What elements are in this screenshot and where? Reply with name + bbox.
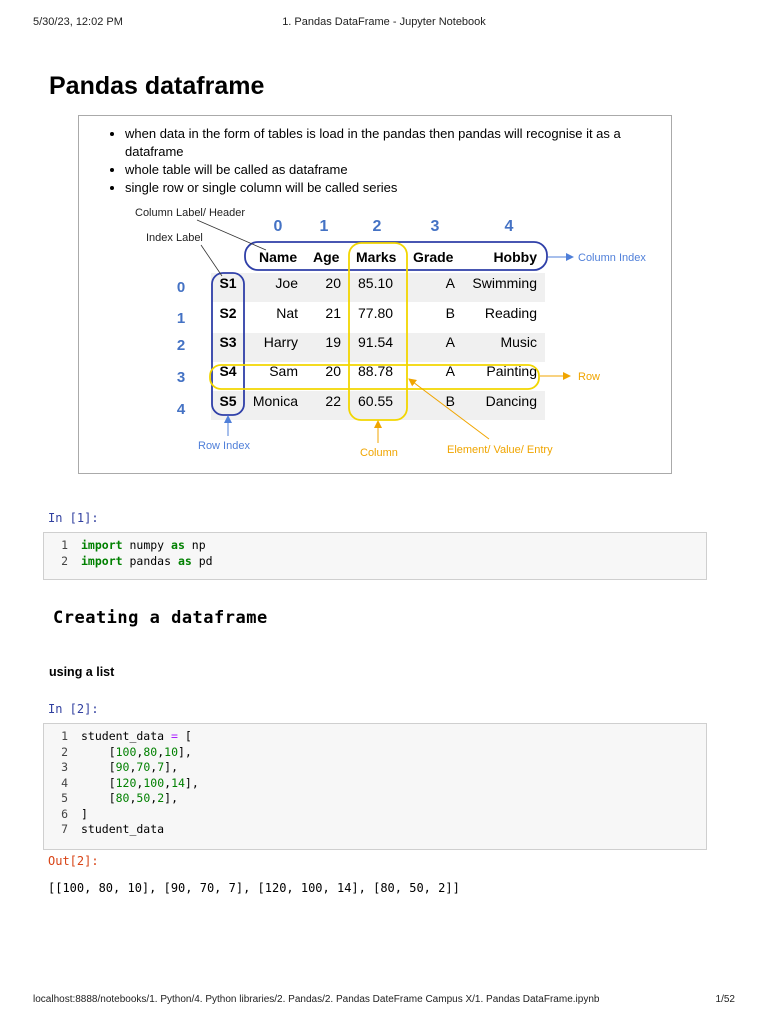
code-token: ],	[164, 791, 179, 805]
table-cell: 85.10	[358, 275, 394, 291]
column-position-number: 4	[504, 218, 514, 235]
row-index-label: S3	[219, 334, 237, 350]
code-token: ,	[164, 775, 172, 790]
column-position-number: 3	[430, 218, 440, 235]
keyword: as	[177, 553, 192, 568]
number-literal: 100	[115, 744, 137, 759]
row-index-label: S4	[219, 363, 237, 379]
column-header: Marks	[356, 249, 397, 265]
number-literal: 70	[136, 760, 151, 774]
cell-1-prompt: In [1]:	[48, 511, 99, 525]
table-cell: B	[445, 393, 455, 409]
print-url: localhost:8888/notebooks/1. Python/4. Python libraries/2. Pandas/2. Pandas DateFrame Campus X/1. Pandas DataFrame.ipynb	[33, 994, 600, 1005]
table-cell: A	[445, 334, 455, 350]
code-token: [	[81, 744, 116, 759]
number-literal: 14	[171, 775, 185, 790]
row-index-label: Row Index	[198, 440, 250, 452]
line-number: 4	[61, 775, 68, 790]
column-header: Name	[259, 249, 298, 265]
bullet-item: • when data in the form of tables is load in the pandas then pandas will recognise it as a dataframe	[125, 125, 665, 161]
code-token: ],	[164, 760, 179, 774]
code-line	[44, 729, 706, 745]
column-header: Grade	[413, 249, 454, 265]
row-position-number: 0	[176, 279, 186, 296]
code-token: ,	[129, 791, 137, 805]
operator: =	[164, 729, 185, 743]
section-subheading: using a list	[49, 665, 115, 679]
variable: student_data	[81, 729, 165, 743]
element-label: Element/ Value/ Entry	[447, 444, 553, 456]
code-token: ],	[184, 775, 199, 790]
number-literal: 7	[157, 760, 165, 774]
output-2-text: [[100, 80, 10], [90, 70, 7], [120, 100, 14], [80, 50, 2]]	[48, 881, 460, 895]
table-cell: 20	[325, 275, 341, 291]
number-literal: 120	[115, 775, 137, 790]
section-heading: Creating a dataframe	[53, 608, 268, 628]
code-token: ,	[150, 760, 158, 774]
row-position-number: 2	[176, 337, 186, 354]
code-token: ],	[178, 744, 192, 759]
table-cell: 19	[325, 334, 341, 350]
table-cell: Dancing	[485, 393, 537, 409]
table-cell: 88.78	[358, 363, 394, 379]
code-token: ,	[157, 744, 165, 759]
line-number: 2	[61, 553, 68, 568]
table-cell: A	[445, 363, 455, 379]
code-line	[44, 776, 706, 792]
line-number: 3	[61, 760, 68, 774]
code-line	[44, 760, 706, 776]
code-token: [	[184, 729, 192, 743]
code-token: ]	[81, 806, 88, 821]
print-datetime: 5/30/23, 12:02 PM	[33, 16, 123, 28]
code-token: ,	[136, 744, 144, 759]
keyword: as	[171, 538, 185, 552]
table-cell: Painting	[486, 363, 537, 379]
table-cell: Monica	[252, 393, 298, 409]
table-cell: Reading	[484, 305, 537, 321]
index-label-pointer	[201, 245, 222, 276]
code-token: ,	[150, 791, 158, 805]
line-number: 1	[61, 538, 68, 552]
number-literal: 2	[157, 791, 165, 805]
number-literal: 90	[115, 760, 130, 774]
keyword: import	[81, 553, 123, 568]
line-number: 7	[61, 822, 68, 836]
code-cell-2[interactable]	[43, 723, 707, 850]
row-index-label: S1	[219, 275, 237, 291]
table-cell: A	[445, 275, 455, 291]
print-doc-title: 1. Pandas DataFrame - Jupyter Notebook	[282, 16, 486, 28]
keyword: import	[81, 538, 123, 552]
bullet-item: • whole table will be called as dataframe	[125, 161, 665, 179]
bullet-item: • single row or single column will be called series	[125, 179, 665, 197]
column-header-pointer	[197, 220, 266, 250]
code-line	[44, 745, 706, 761]
table-cell: 21	[325, 305, 341, 321]
line-number: 1	[61, 729, 68, 743]
table-cell: 20	[325, 363, 341, 379]
code-token: numpy	[122, 538, 172, 552]
code-token: [	[81, 760, 116, 774]
row-position-number: 1	[176, 310, 186, 327]
code-line	[44, 807, 706, 823]
print-page-number: 1/52	[715, 994, 735, 1005]
output-2-prompt: Out[2]:	[48, 854, 99, 868]
column-position-number: 0	[273, 218, 283, 235]
code-token: pd	[191, 553, 213, 568]
table-cell: Harry	[263, 334, 298, 350]
code-line	[44, 554, 706, 570]
index-label-label: Index Label	[146, 232, 203, 244]
code-token: ,	[136, 775, 144, 790]
code-cell-1[interactable]	[43, 532, 707, 580]
table-cell: 60.55	[358, 393, 394, 409]
code-token: np	[184, 538, 206, 552]
variable: student_data	[81, 822, 165, 836]
code-line	[44, 791, 706, 807]
code-token: ,	[129, 760, 137, 774]
row-index-label: S2	[219, 305, 237, 321]
number-literal: 80	[115, 791, 130, 805]
page-title: Pandas dataframe	[49, 72, 265, 100]
code-line	[44, 822, 706, 838]
column-index-label: Column Index	[578, 252, 646, 264]
row-index-label: S5	[219, 393, 237, 409]
code-token: [	[81, 775, 116, 790]
column-header: Hobby	[493, 249, 537, 265]
number-literal: 80	[143, 744, 158, 759]
dataframe-figure	[78, 115, 672, 474]
table-cell: 91.54	[358, 334, 394, 350]
table-cell: 22	[325, 393, 341, 409]
code-token: [	[81, 791, 116, 805]
table-cell: B	[445, 305, 455, 321]
table-cell: Music	[500, 334, 537, 350]
row-position-number: 4	[176, 401, 186, 418]
table-cell: Swimming	[472, 275, 537, 291]
number-literal: 50	[136, 791, 151, 805]
dataframe-diagram	[79, 116, 671, 473]
table-cell: Sam	[269, 363, 298, 379]
code-line	[44, 538, 706, 554]
column-label: Column	[360, 447, 398, 459]
line-number: 2	[61, 744, 68, 759]
code-token: pandas	[122, 553, 178, 568]
row-label: Row	[578, 371, 601, 383]
number-literal: 100	[143, 775, 165, 790]
column-position-number: 2	[372, 218, 382, 235]
row-position-number: 3	[176, 369, 186, 386]
column-header: Age	[313, 249, 340, 265]
table-cell: Nat	[276, 305, 298, 321]
column-header-label: Column Label/ Header	[135, 207, 246, 219]
line-number: 5	[61, 791, 68, 805]
line-number: 6	[61, 806, 68, 821]
table-cell: Joe	[275, 275, 298, 291]
number-literal: 10	[164, 744, 178, 759]
column-position-number: 1	[319, 218, 329, 235]
cell-2-prompt: In [2]:	[48, 702, 99, 716]
table-cell: 77.80	[358, 305, 394, 321]
